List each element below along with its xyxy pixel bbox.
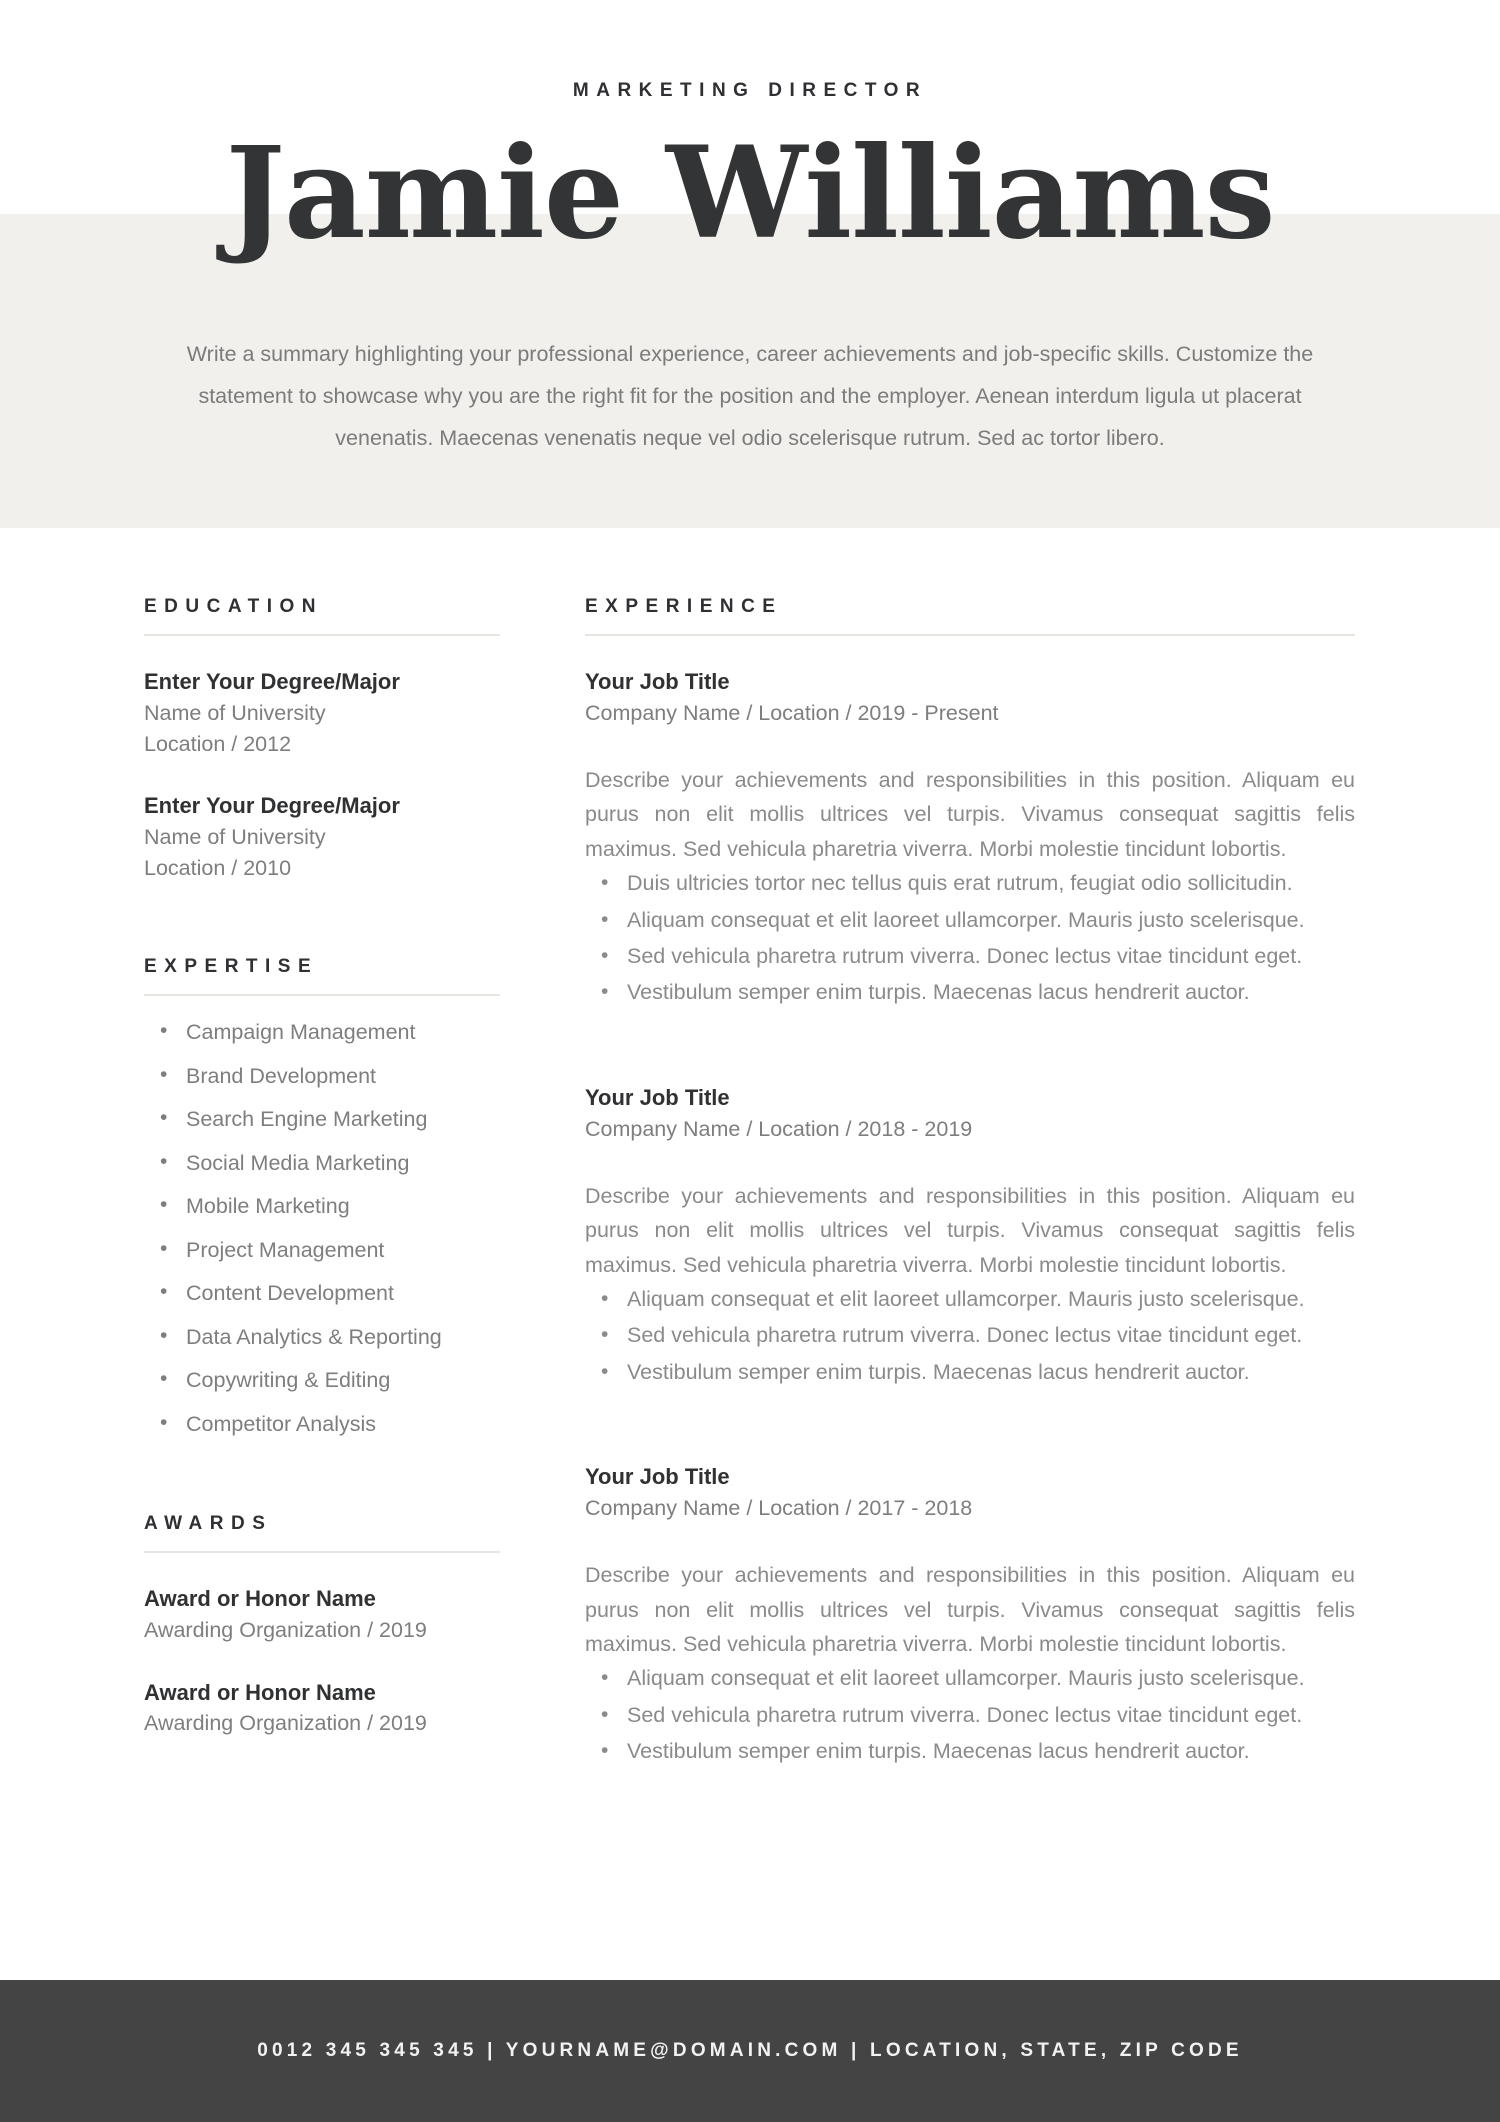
job-role-title: MARKETING DIRECTOR	[572, 80, 928, 101]
experience-divider	[585, 634, 1355, 636]
list-item: • Social Media Marketing	[144, 1153, 500, 1175]
experience-section	[585, 596, 1355, 1769]
resume-body	[0, 596, 1500, 1771]
job-title: Your Job Title	[585, 1464, 730, 1490]
education-university: Name of University	[144, 825, 326, 850]
education-heading: EDUCATION	[144, 596, 324, 617]
list-item: • Vestibulum semper enim turpis. Maecenas lacus hendrerit auctor.	[585, 1355, 1355, 1389]
contact-footer	[0, 1980, 1500, 2122]
left-column	[144, 596, 500, 1740]
job-description: Describe your achievements and responsibilities in this position. Aliquam eu purus non elit mollis ultrices vel turpis. Vivamus consequat sagittis felis maximus. Sed vehicula pharetria viverra. Morbi molestie tincidunt lobortis.	[585, 1563, 1355, 1657]
professional-summary: Write a summary highlighting your professional experience, career achievements and job-specific skills. Customize the statement to showcase why you are the right fit for the position and the employer. Aenean interdum ligula ut placerat venenatis. Maecenas venenatis neque vel odio scelerisque rutrum. Sed ac tortor libero.	[186, 342, 1314, 450]
list-item: • Campaign Management	[144, 1022, 500, 1044]
award-name: Award or Honor Name	[144, 1679, 376, 1705]
list-item: • Aliquam consequat et elit laoreet ullamcorper. Mauris justo scelerisque.	[585, 1282, 1355, 1316]
education-location-year: Location / 2012	[144, 732, 292, 757]
job-company-location-dates: Company Name / Location / 2019 - Present	[585, 700, 999, 725]
spacer	[144, 1457, 500, 1513]
job-achievements-list	[585, 1661, 1355, 1768]
resume-header	[0, 0, 1500, 267]
expertise-section	[144, 956, 500, 1435]
education-entry	[144, 666, 500, 760]
list-item: • Data Analytics & Reporting	[144, 1327, 500, 1349]
list-item: • Sed vehicula pharetra rutrum viverra. Donec lectus vitae tincidunt eget.	[585, 1318, 1355, 1352]
awards-section	[144, 1513, 500, 1739]
award-organization-year: Awarding Organization / 2019	[144, 1618, 427, 1643]
education-entry	[144, 790, 500, 884]
job-title: Your Job Title	[585, 669, 730, 694]
list-item: • Brand Development	[144, 1066, 500, 1088]
education-location-year: Location / 2010	[144, 856, 292, 881]
list-item: • Aliquam consequat et elit laoreet ullamcorper. Mauris justo scelerisque.	[585, 1661, 1355, 1695]
award-organization-year: Awarding Organization / 2019	[144, 1711, 427, 1736]
list-item: • Duis ultricies tortor nec tellus quis erat rutrum, feugiat odio sollicitudin.	[585, 866, 1355, 900]
list-item: • Aliquam consequat et elit laoreet ullamcorper. Mauris justo scelerisque.	[585, 903, 1355, 937]
right-column	[585, 596, 1355, 1771]
education-section	[144, 596, 500, 884]
experience-entry	[585, 666, 1355, 1010]
list-item: • Sed vehicula pharetra rutrum viverra. Donec lectus vitae tincidunt eget.	[585, 1698, 1355, 1732]
job-description: Describe your achievements and responsibilities in this position. Aliquam eu purus non elit mollis ultrices vel turpis. Vivamus consequat sagittis felis maximus. Sed vehicula pharetria viverra. Morbi molestie tincidunt lobortis.	[585, 1183, 1355, 1277]
education-degree: Enter Your Degree/Major	[144, 669, 400, 694]
candidate-name: Jamie Williams	[225, 119, 1275, 267]
experience-entry	[585, 1082, 1355, 1389]
education-divider	[144, 634, 500, 636]
job-achievements-list	[585, 866, 1355, 1010]
list-item: • Sed vehicula pharetra rutrum viverra. Donec lectus vitae tincidunt eget.	[585, 939, 1355, 973]
expertise-heading: EXPERTISE	[144, 956, 319, 978]
job-company-location-dates: Company Name / Location / 2018 - 2019	[585, 1116, 973, 1141]
award-entry	[144, 1583, 500, 1646]
experience-entry	[585, 1461, 1355, 1768]
list-item: • Vestibulum semper enim turpis. Maecenas lacus hendrerit auctor.	[585, 975, 1355, 1009]
award-name: Award or Honor Name	[144, 1586, 376, 1612]
award-entry	[144, 1677, 500, 1740]
expertise-divider	[144, 994, 500, 996]
spacer	[144, 884, 500, 956]
list-item: • Search Engine Marketing	[144, 1109, 500, 1131]
contact-info: 0012 345 345 345 | YOURNAME@DOMAIN.COM | LOCATION, STATE, ZIP CODE	[257, 2040, 1243, 2061]
awards-heading: AWARDS	[144, 1513, 273, 1535]
awards-divider	[144, 1551, 500, 1553]
education-degree: Enter Your Degree/Major	[144, 793, 400, 819]
experience-heading: EXPERIENCE	[585, 596, 783, 617]
list-item: • Project Management	[144, 1240, 500, 1262]
list-item: • Vestibulum semper enim turpis. Maecenas lacus hendrerit auctor.	[585, 1734, 1355, 1768]
job-description: Describe your achievements and responsibilities in this position. Aliquam eu purus non elit mollis ultrices vel turpis. Vivamus consequat sagittis felis maximus. Sed vehicula pharetria viverra. Morbi molestie tincidunt lobortis.	[585, 768, 1355, 861]
job-achievements-list	[585, 1282, 1355, 1389]
list-item: • Content Development	[144, 1283, 500, 1305]
list-item: • Copywriting & Editing	[144, 1370, 500, 1392]
list-item: • Competitor Analysis	[144, 1414, 500, 1436]
list-item: • Mobile Marketing	[144, 1196, 500, 1218]
job-company-location-dates: Company Name / Location / 2017 - 2018	[585, 1496, 973, 1521]
job-title: Your Job Title	[585, 1084, 730, 1110]
education-university: Name of University	[144, 700, 326, 725]
expertise-list	[144, 1022, 500, 1435]
